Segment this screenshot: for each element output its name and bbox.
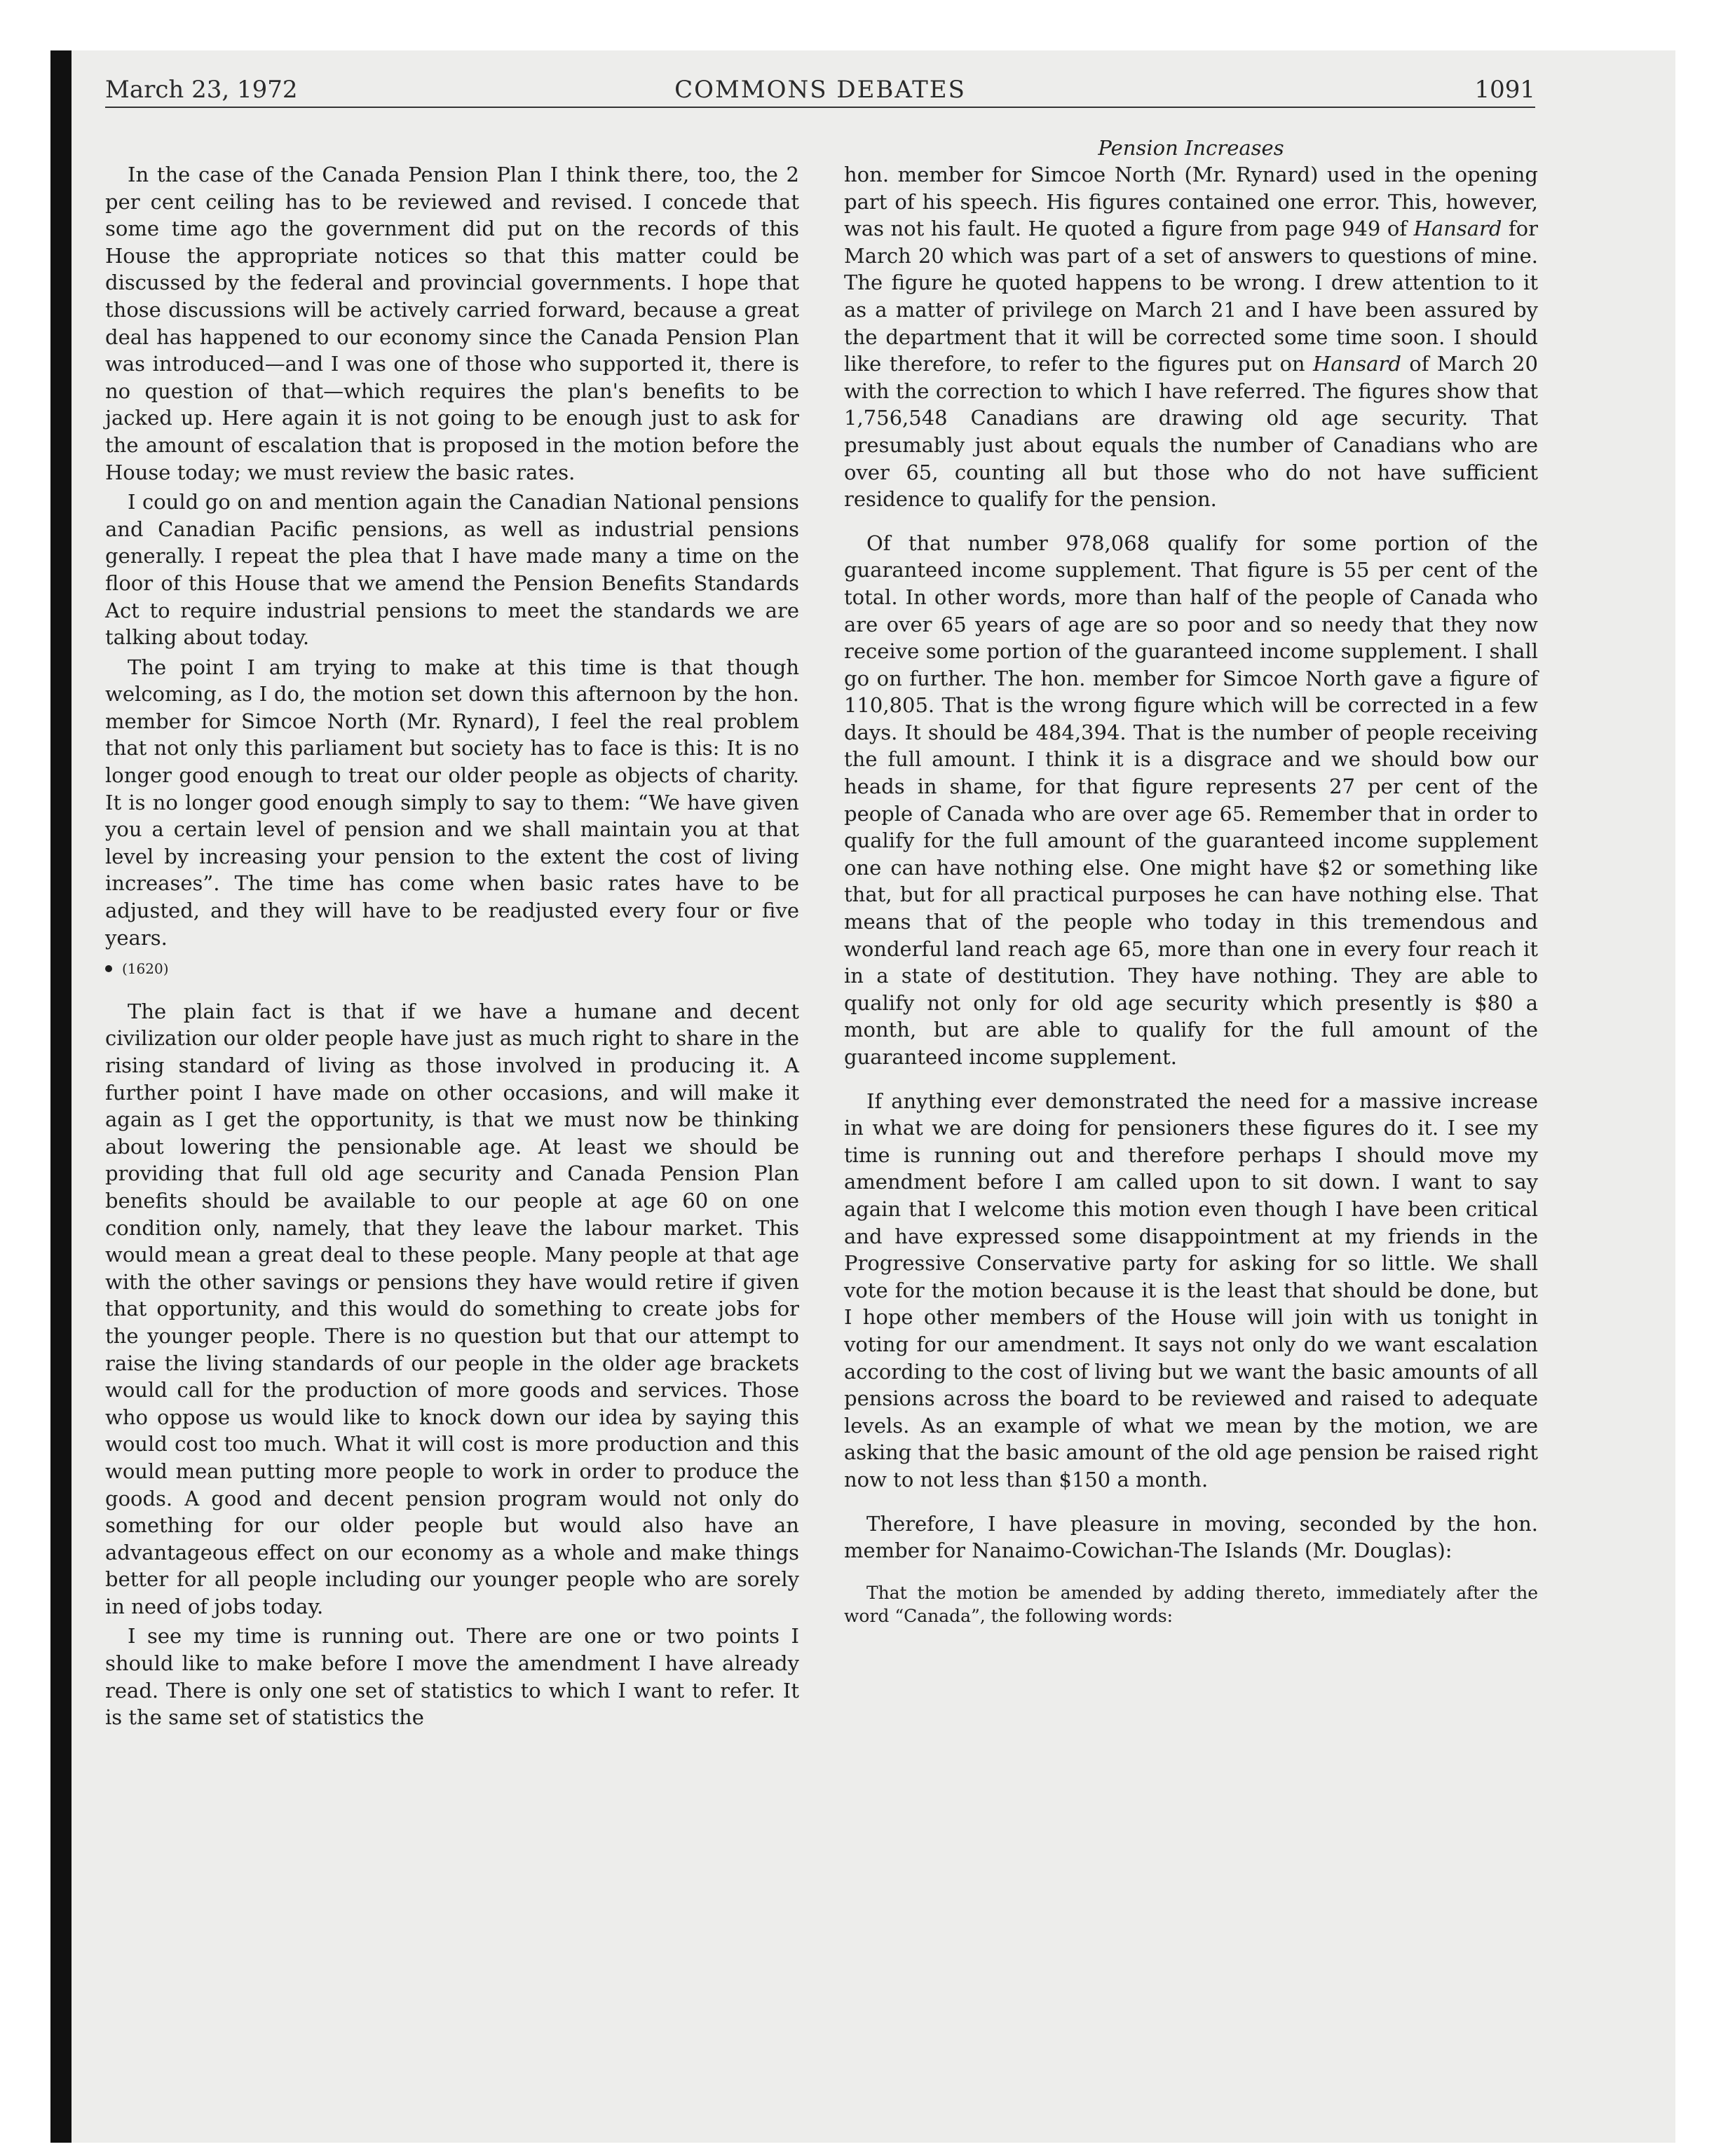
header-rule	[105, 107, 1535, 108]
scan-edge-shadow	[50, 50, 72, 2143]
right-p1-part-c: of March 20 with the correction to which I have referred. The figures show that 1,756,548 Canadians are drawing old age security. That presumably just about equals the number of Canadians who are over 65, counting all but those who do not have sufficient residence to qualify for the pension.	[844, 352, 1539, 512]
left-paragraph-5: I see my time is running out. There are one or two points I should like to make before I move the amendment I have already read. There is only one set of statistics to which I want to refer. It is the same set of statistics the	[105, 1624, 799, 1730]
right-p1-part-a: hon. member for Simcoe North (Mr. Rynard) used in the opening part of his speech. His figures contained one error. This, however, was not his fault. He quoted a figure from page 949 of	[844, 163, 1538, 241]
hansard-ref-2: Hansard	[1313, 352, 1401, 376]
right-column	[844, 135, 1538, 1645]
left-column	[105, 161, 799, 1734]
right-paragraph-3: If anything ever demonstrated the need for a massive increase in what we are doing for pensioners these figures do it. I see my time is running out and therefore perhaps I should move my amendment before I am called upon to sit down. I want to say again that I welcome this motion even though I have been critical and have expressed some disappointment at my friends in the Progressive Conservative party for asking for so little. We shall vote for the motion because it is the least that should be done, but I hope other members of the House will join with us tonight in voting for our amendment. It says not only do we want escalation according to the cost of living but we want the basic amounts of all pensions across the board to be reviewed and raised to adequate levels. As an example of what we mean by the motion, we are asking that the basic amount of the old age pension be raised right now to not less than $150 a month.	[844, 1089, 1538, 1492]
time-marker	[105, 955, 799, 983]
bullet-icon	[105, 965, 112, 972]
hansard-ref-1: Hansard	[1413, 217, 1502, 241]
running-head: Pension Increases	[1098, 136, 1284, 160]
right-p1-part-b: for March 20 which was part of a set of answers to questions of mine. The figure he quoted happens to be wrong. I drew attention to it as a matter of privilege on March 21 and I have been assured by the department that it will be corrected some time soon. I should like therefore, to refer to the figures put on	[844, 217, 1538, 376]
time-marker-text: (1620)	[122, 960, 169, 978]
header-title: COMMONS DEBATES	[674, 76, 966, 104]
left-paragraph-1: In the case of the Canada Pension Plan I think there, too, the 2 per cent ceiling has to be reviewed and revised. I concede that some time ago the government did put on the records of this House the appropriate notices so that this matter could be discussed by the federal and provincial governments. I hope that those discussions will be actively carried forward, because a great deal has happened to our economy since the Canada Pension Plan was introduced—and I was one of those who supported it, there is no question of that—which requires the plan's benefits to be jacked up. Here again it is not going to be enough just to ask for the amount of escalation that is proposed in the motion before the House today; we must review the basic rates.	[105, 163, 799, 484]
right-paragraph-4: Therefore, I have pleasure in moving, seconded by the hon. member for Nanaimo-Cowichan-The Islands (Mr. Douglas):	[844, 1511, 1538, 1563]
left-paragraph-4: The plain fact is that if we have a humane and decent civilization our older people have just as much right to share in the rising standard of living as those involved in producing it. A further point I have made on other occasions, and will make it again as I get the opportunity, is that we must now be thinking about lowering the pensionable age. At least we should be providing that full old age security and Canada Pension Plan benefits should be available to our people at age 60 on one condition only, namely, that they leave the labour market. This would mean a great deal to these people. Many people at that age with the other savings or pensions they have would retire if given that opportunity, and this would do something to create jobs for the younger people. There is no question but that our attempt to raise the living standards of our people in the older age brackets would call for the production of more goods and services. Those who oppose us would like to knock down our idea by saying this would cost too much. What it will cost is more production and this would mean putting more people to work in order to produce the goods. A good and decent pension program would not only do something for our older people but would also have an advantageous effect on our economy as a whole and make things better for all people including our younger people who are sorely in need of jobs today.	[105, 999, 799, 1618]
left-paragraph-2: I could go on and mention again the Canadian National pensions and Canadian Pacific pensions, as well as industrial pensions generally. I repeat the plea that I have made many a time on the floor of this House that we amend the Pension Benefits Standards Act to require industrial pensions to meet the standards we are talking about today.	[105, 490, 799, 650]
header-date: March 23, 1972	[105, 76, 298, 104]
header-page-number: 1091	[1474, 76, 1535, 104]
right-paragraph-2: Of that number 978,068 qualify for some portion of the guaranteed income supplement. That figure is 55 per cent of the total. In other words, more than half of the people of Canada who are over 65 years of age are so poor and so needy that they now receive some portion of the guaranteed income supplement. I shall go on further. The hon. member for Simcoe North gave a figure of 110,805. That is the wrong figure which will be corrected in a few days. It should be 484,394. That is the number of people receiving the full amount. I think it is a disgrace and we should bow our heads in shame, for that figure represents 27 per cent of the people of Canada who are over age 65. Remember that in order to qualify for the full amount of the guaranteed income supplement one can have nothing else. One might have $2 or something like that, but for all practical purposes he can have nothing else. That means that of the people who today in this tremendous and wonderful land reach age 65, more than one in every four reach it in a state of destitution. They have nothing. They are able to qualify not only for old age security which presently is $80 a month, but are able to qualify for the full amount of the guaranteed income supplement.	[844, 531, 1538, 1069]
right-paragraph-1	[844, 161, 1538, 513]
left-paragraph-3: The point I am trying to make at this time is that though welcoming, as I do, the motion set down this afternoon by the hon. member for Simcoe North (Mr. Rynard), I feel the real problem that not only this parliament but society has to face is this: It is no longer good enough to treat our older people as objects of charity. It is no longer good enough simply to say to them: “We have given you a certain level of pension and we shall maintain you at that level by increasing your pension to the extent the cost of living increases”. The time has come when basic rates have to be adjusted, and they will have to be readjusted every four or five years.	[105, 655, 799, 950]
amendment-quote: That the motion be amended by adding thereto, immediately after the word “Canada”, the following words:	[844, 1582, 1538, 1626]
